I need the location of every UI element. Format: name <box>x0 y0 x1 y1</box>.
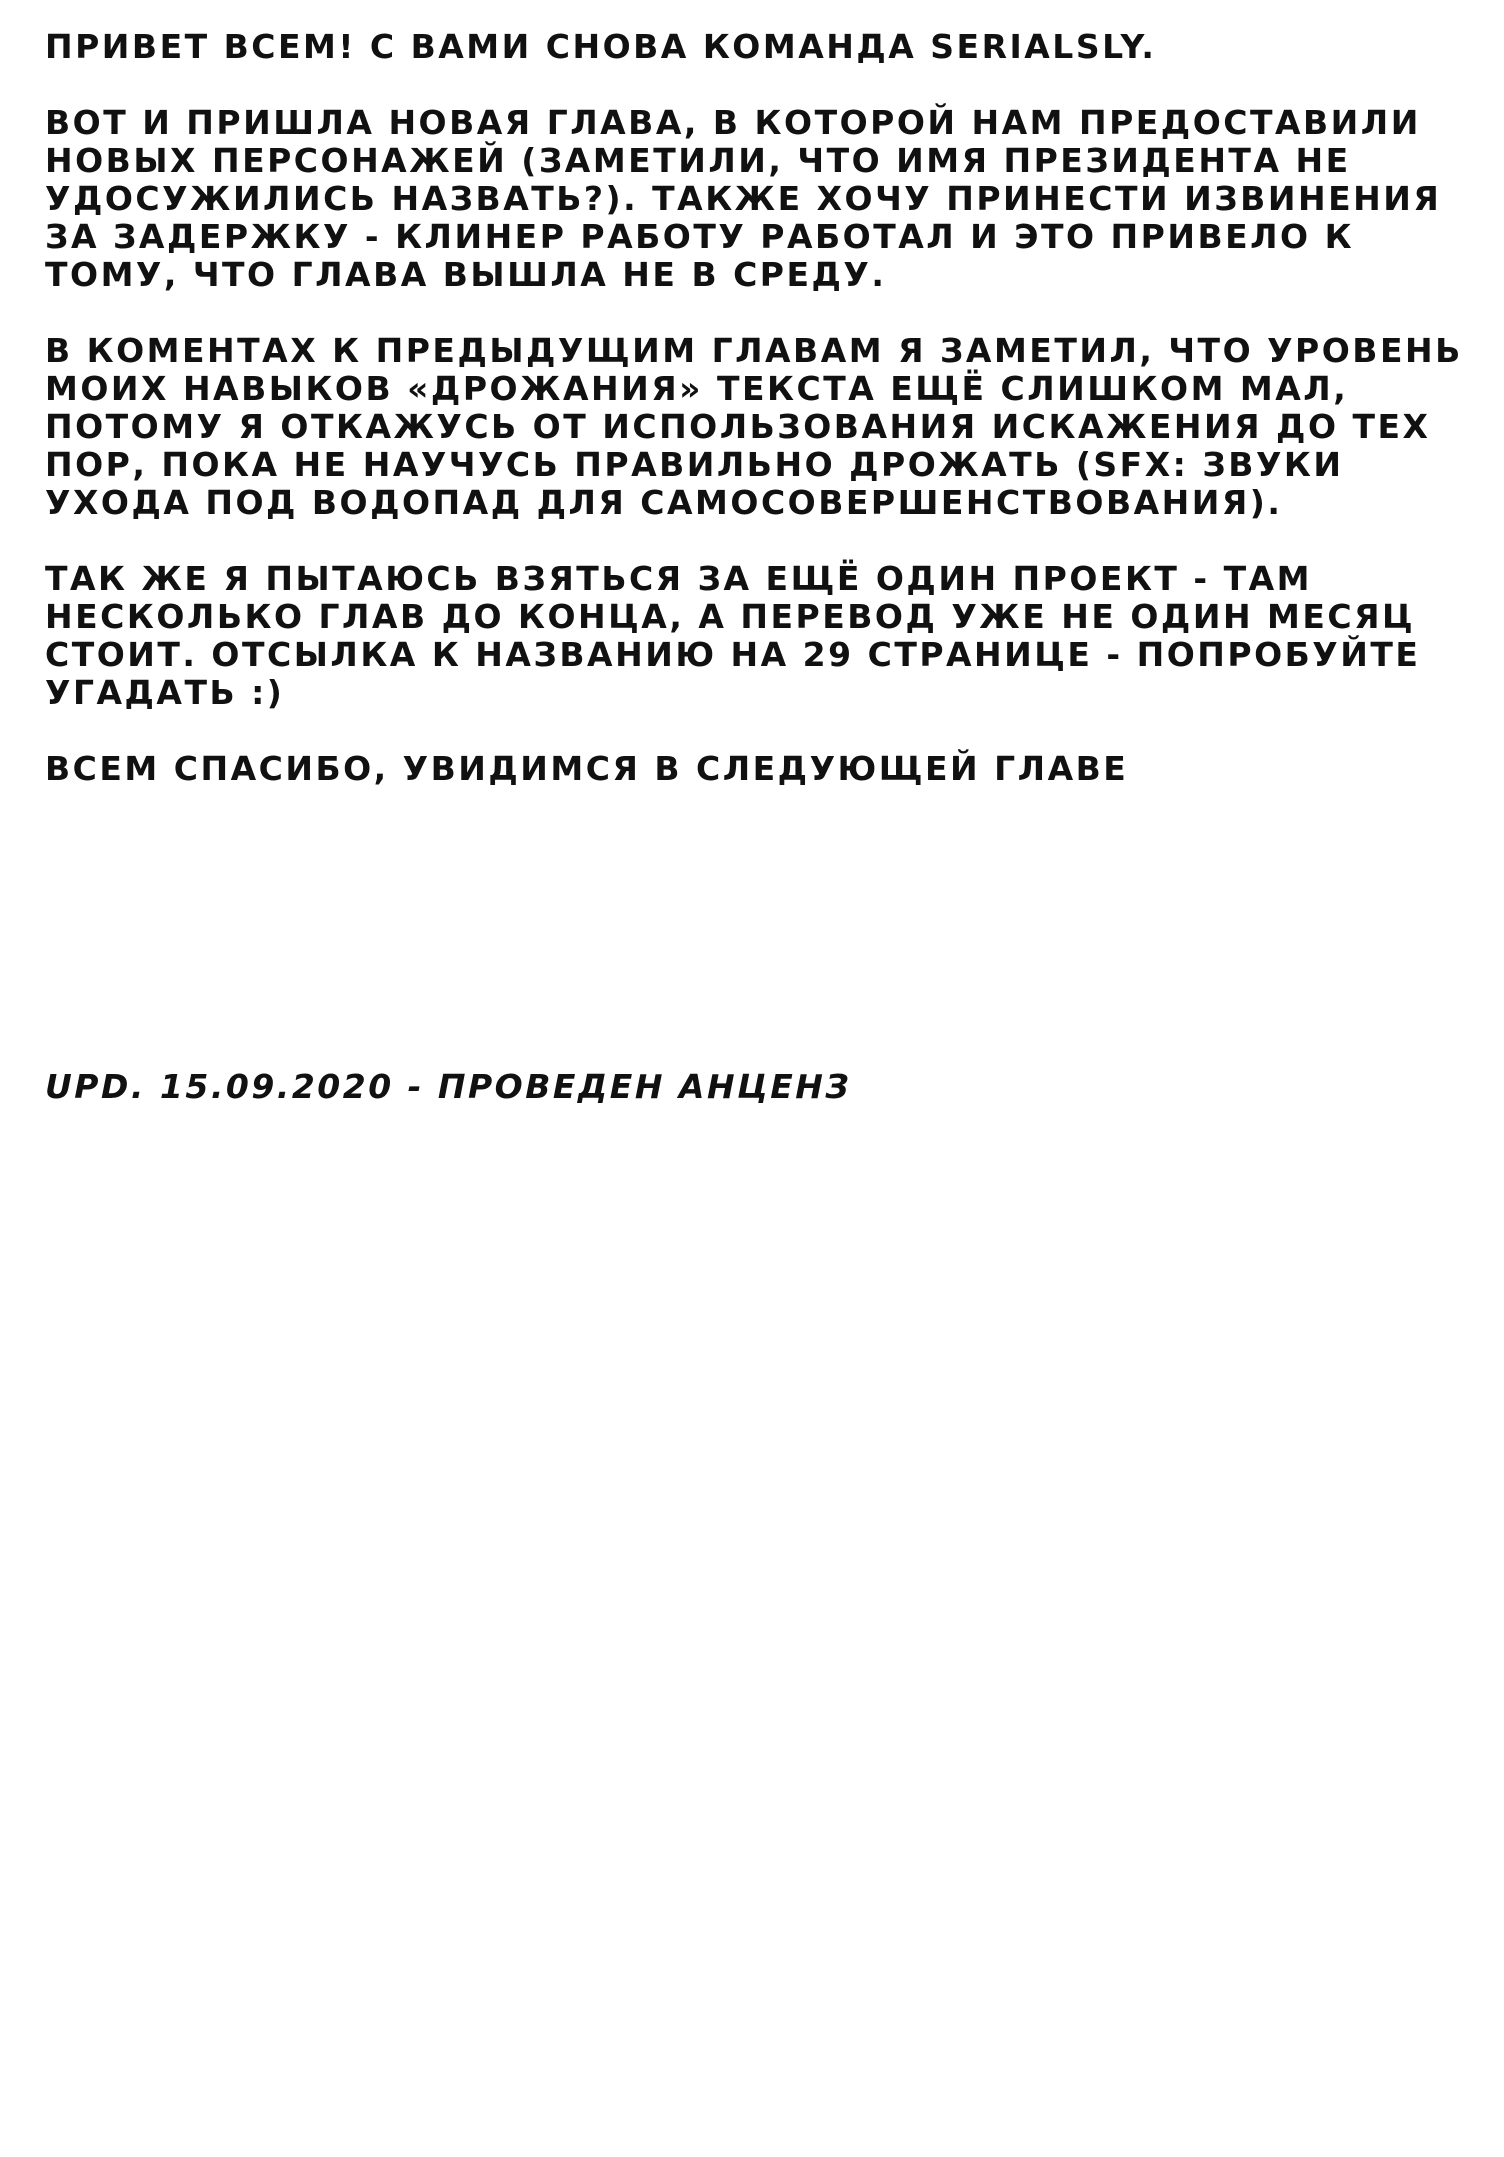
note-closing: ВСЕМ СПАСИБО, УВИДИМСЯ В СЛЕДУЮЩЕЙ ГЛАВЕ <box>45 749 1129 788</box>
translator-note <box>45 28 1465 826</box>
note-paragraph-chapter: ВОТ И ПРИШЛА НОВАЯ ГЛАВА, В КОТОРОЙ НАМ ПРЕДОСТАВИЛИ НОВЫХ ПЕРСОНАЖЕЙ (ЗАМЕТИЛИ, ЧТО ИМЯ ПРЕЗИДЕНТА НЕ УДОСУЖИЛИСЬ НАЗВАТЬ?). ТАКЖЕ ХОЧУ ПРИНЕСТИ ИЗВИНЕНИЯ ЗА ЗАДЕРЖКУ - КЛИНЕР РАБОТУ РАБОТАЛ И ЭТО ПРИВЕЛО К ТОМУ, ЧТО ГЛАВА ВЫШЛА НЕ В СРЕДУ. <box>45 103 1442 294</box>
note-paragraph-comments: В КОМЕНТАХ К ПРЕДЫДУЩИМ ГЛАВАМ Я ЗАМЕТИЛ, ЧТО УРОВЕНЬ МОИХ НАВЫКОВ «ДРОЖАНИЯ» ТЕКСТА ЕЩЁ СЛИШКОМ МАЛ, ПОТОМУ Я ОТКАЖУСЬ ОТ ИСПОЛЬЗОВАНИЯ ИСКАЖЕНИЯ ДО ТЕХ ПОР, ПОКА НЕ НАУЧУСЬ ПРАВИЛЬНО ДРОЖАТЬ (SFX: ЗВУКИ УХОДА ПОД ВОДОПАД ДЛЯ САМОСОВЕРШЕНСТВОВАНИЯ). <box>45 331 1463 522</box>
note-paragraph-project: ТАК ЖЕ Я ПЫТАЮСЬ ВЗЯТЬСЯ ЗА ЕЩЁ ОДИН ПРОЕКТ - ТАМ НЕСКОЛЬКО ГЛАВ ДО КОНЦА, А ПЕРЕВОД УЖЕ НЕ ОДИН МЕСЯЦ СТОИТ. ОТСЫЛКА К НАЗВАНИЮ НА 29 СТРАНИЦЕ - ПОПРОБУЙТЕ УГАДАТЬ :) <box>45 559 1421 712</box>
note-greeting: ПРИВЕТ ВСЕМ! С ВАМИ СНОВА КОМАНДА SERIALSLY. <box>45 27 1157 66</box>
update-note: UPD. 15.09.2020 - ПРОВЕДЕН АНЦЕНЗ <box>45 1067 852 1106</box>
